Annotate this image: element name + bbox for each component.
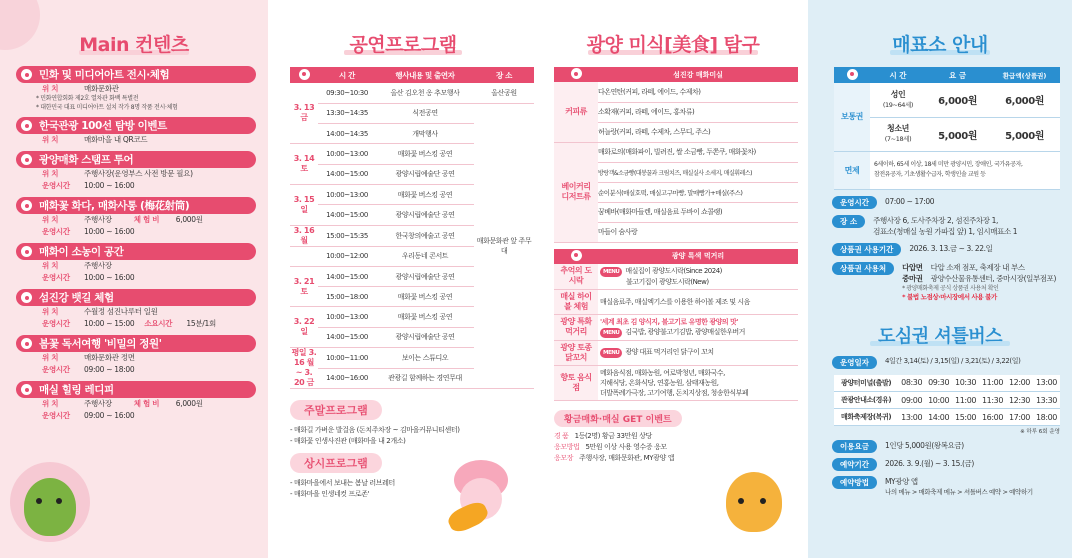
food-row <box>554 289 798 314</box>
cafe-table <box>554 67 798 243</box>
time-cell: 14:00~15:00 <box>318 266 376 286</box>
food-line: 더발폭례가극장, 고기여행, 돈치지상점, 청송한식부페 <box>600 388 749 397</box>
bus-time: 13:30 <box>1033 392 1060 409</box>
bus-info-row <box>832 476 1072 498</box>
fee-table <box>834 67 1060 190</box>
food-detail <box>598 340 798 365</box>
event-row: 경 품 1등(2명) 황금 33만원 상당 <box>554 431 652 440</box>
section-note: * 대한민국 대표 미디어아트 설치 작가 8명 작품 전시·체험 <box>36 103 178 111</box>
section-row: 운영시간 10:00 ~ 16:00 <box>42 273 135 282</box>
time-cell: 13:30~14:35 <box>318 103 376 123</box>
usage-item: 다압면 다압 소재 점포, 축제장 내 부스 <box>902 262 1025 272</box>
shuttle-title: 도심권 셔틀버스 <box>878 325 1002 347</box>
bus-period: 4일간 3,14(토) / 3,15(일) / 3,21(토) / 3,22(일) <box>884 356 1021 365</box>
food-row <box>554 314 798 340</box>
date-cell: 3. 15 일 <box>290 184 318 225</box>
youth-fee: 5,000원 <box>926 117 989 151</box>
bus-time: 15:00 <box>952 409 979 426</box>
section-title: 한국관광 100선 탐방 이벤트 <box>16 117 256 134</box>
header-date <box>290 67 318 83</box>
event-cell: 매화꽃 버스킹 공연 <box>376 184 474 204</box>
section-row: 운영시간 10:00 ~ 15:00 소요시간 15분/1회 <box>42 319 216 328</box>
event-cell: 식전공연 <box>376 103 474 123</box>
bakery-item: 마들이 숨사랑 <box>598 222 798 242</box>
bus-time: 11:00 <box>952 392 979 409</box>
local-food-header: 광양 특색 먹거리 <box>598 249 798 264</box>
event-cell: 개막행사 <box>376 124 474 144</box>
bus-time: 09:30 <box>925 375 952 392</box>
flower-cell <box>834 67 870 83</box>
header-time: 시 간 <box>870 67 926 83</box>
content-section <box>16 66 256 112</box>
bus-time: 17:00 <box>1006 409 1033 426</box>
event-cell: 광양시립예술단 공연 <box>376 266 474 286</box>
bakery-item: 방랑객&소금빵(대봉꿀과 크림치즈, 매실실사 소세지, 매실휘레스) <box>598 162 798 182</box>
bus-info-label: 예약방법 <box>832 476 877 489</box>
date-cell: 3. 13 금 <box>290 83 318 144</box>
food-line: MENU 광양 대표 먹거리인 닭구이 꼬치 <box>600 347 796 358</box>
bus-info-label: 예약기간 <box>832 458 877 471</box>
section-row: 운영시간 10:00 ~ 16:00 <box>42 181 135 190</box>
section-row: 운영시간 09:00 ~ 16:00 <box>42 411 135 420</box>
food-category: 향토 음식점 <box>554 365 598 400</box>
bus-time: 11:30 <box>979 392 1006 409</box>
time-cell: 15:00~15:35 <box>318 225 376 246</box>
time-cell: 14:00~15:00 <box>318 164 376 184</box>
bus-stop: 매화축제장(복귀) <box>834 409 898 426</box>
content-section <box>16 289 256 330</box>
performance-program-panel <box>268 0 538 558</box>
food-row <box>554 365 798 400</box>
ticket-office-panel <box>808 0 1072 558</box>
time-cell: 15:00~18:00 <box>318 287 376 307</box>
performance-table <box>290 67 534 389</box>
green-mascot <box>10 462 90 542</box>
bus-time: 13:00 <box>1033 375 1060 392</box>
info-row <box>832 215 1072 237</box>
bus-info-row <box>832 458 1072 471</box>
cafe-category: 커피류 <box>554 82 598 142</box>
usage-item: 중마권 광양수산물유통센터, 중마시장(일부점포) <box>902 273 1057 283</box>
ticket-title: 매표소 안내 <box>892 34 988 56</box>
header-event: 행사내용 및 출연자 <box>376 67 474 83</box>
regular-item: - 매화마을에서 보내는 봄날 러브레터 <box>290 479 395 488</box>
free-text: 6세이하, 65세 이상, 18세 미만 광양시민, 장애인, 국가유공자, 참전유공자, 기초생활수급자, 학생인솔 교원 등 <box>870 151 1060 189</box>
info-label: 상품권 사용기간 <box>832 243 901 256</box>
bus-info-label: 이용요금 <box>832 440 877 453</box>
section-row: 운영시간 10:00 ~ 16:00 <box>42 227 135 236</box>
food-detail <box>598 365 798 400</box>
regular-item: - 매화마을 인생네컷 프로존' <box>290 490 370 499</box>
food-line: 메화음식점, 매화농원, 여로박청년, 매화국수, <box>600 368 725 377</box>
section-note: * 민화연합회화 제2호 열차관 화백 특별전 <box>36 95 139 102</box>
section-title: 매화이 소농이 공간 <box>16 243 256 260</box>
section-row: 위 치 매화마을 내 QR코드 <box>42 135 148 144</box>
section-row: 운영시간 09:00 ~ 18:00 <box>42 365 135 374</box>
content-section <box>16 335 256 376</box>
cafe-item: 허늘랑(커피, 라떼, 수제차, 스무디, 주스) <box>598 122 798 142</box>
youth-age: (7~18세) <box>884 135 912 143</box>
info-value: 주행사장 6, 도사주차장 2, 섬진주차장 1, 검표소(청매실 농원 가파집 앞) 1, 임시매표소 1 <box>873 215 1018 236</box>
event-cell: 매화꽃 버스킹 공연 <box>376 307 474 327</box>
cafe-item: 소확재(커피, 라떼, 에이드, 홍차류) <box>598 102 798 122</box>
time-cell: 09:30~10:30 <box>318 83 376 103</box>
time-cell: 10:00~11:00 <box>318 348 376 369</box>
flower-icon <box>21 338 32 349</box>
bus-row <box>834 409 1060 426</box>
performance-row <box>290 103 534 123</box>
food-line: 지해식당, 온화식당, 연홍농원, 삼태재농원, <box>600 378 719 387</box>
time-cell: 10:00~13:00 <box>318 184 376 204</box>
time-cell: 14:00~15:00 <box>318 205 376 225</box>
section-row: 위 치 매화문화관 <box>42 84 119 93</box>
bus-info-value: 2026. 3. 9.(월) ~ 3. 15.(금) <box>884 459 974 468</box>
date-cell: 3. 16 월 <box>290 225 318 246</box>
section-title: 섬진강 뱃길 체험 <box>16 289 256 306</box>
section-title: 민화 및 미디어아트 전시·체험 <box>16 66 256 83</box>
event-row: 응모방법 5만원 이상 사용 영수증 응모 <box>554 442 667 451</box>
event-cell: 광양시립예술단 공연 <box>376 327 474 347</box>
bus-stop: 관광안내소(경유) <box>834 392 898 409</box>
event-cell: 우리동네 콘서트 <box>376 246 474 266</box>
weekend-item: - 매화꽃 인생사진관 (매화마을 내 2개소) <box>290 437 406 446</box>
food-line: MENU 매실집이 광양도시락(Since 2024) <box>600 266 796 277</box>
youth-refund: 5,000원 <box>989 117 1060 151</box>
local-food-table <box>554 249 798 401</box>
bus-period-label: 운영일자 <box>832 356 877 369</box>
bus-timetable <box>834 375 1060 427</box>
youth-cell <box>870 117 926 151</box>
section-row: 위 치 주행사장(운영부스 사전 방문 필요) <box>42 169 193 178</box>
bus-time: 16:00 <box>979 409 1006 426</box>
time-cell: 10:00~12:00 <box>318 246 376 266</box>
date-cell: 3. 21 토 <box>290 266 318 307</box>
regular-ticket-label: 보통권 <box>834 83 870 151</box>
section-title: 매화꽃 화다, 매화사통 (梅花射筒) <box>16 197 256 214</box>
time-cell: 14:00~15:00 <box>318 327 376 347</box>
flower-cell <box>554 249 598 264</box>
menu-badge: MENU <box>600 328 622 338</box>
event-cell: 매화꽃 버스킹 공연 <box>376 287 474 307</box>
regular-program-title: 상시프로그램 <box>290 453 382 473</box>
info-row <box>832 196 1072 209</box>
flower-icon <box>21 200 32 211</box>
weekend-item: - 매화길 가벼운 발걸음 (돈치주차장 ~ 김마을커뮤니티센터) <box>290 426 460 435</box>
event-cell: 광양시립예술단 공연 <box>376 164 474 184</box>
yellow-mascot <box>716 462 790 540</box>
section-title: 매실 힐링 레디피 <box>16 381 256 398</box>
section-row: 위 치 매화문화관 정면 <box>42 353 135 362</box>
bus-time: 09:00 <box>898 392 925 409</box>
section-row: 위 치 주행사장 <box>42 261 112 270</box>
info-row <box>832 243 1072 256</box>
food-detail <box>598 289 798 314</box>
adult-age: (19~64세) <box>882 100 914 109</box>
event-cell: 매화꽃 버스킹 공연 <box>376 144 474 164</box>
bakery-item: 꿈베바(매화마들렌, 매실음료 두바이 쇼콜랭) <box>598 202 798 222</box>
adult-refund: 6,000원 <box>989 83 1060 117</box>
flower-icon <box>21 292 32 303</box>
food-detail <box>598 314 798 340</box>
flower-icon <box>21 384 32 395</box>
food-category: 광양 특화 먹거리 <box>554 314 598 340</box>
bakery-category: 베이커리 디저트류 <box>554 142 598 242</box>
youth-label: 청소년 <box>887 124 909 133</box>
content-section <box>16 151 256 192</box>
food-line: 불고기집이 광양도시락(New) <box>626 277 709 286</box>
food-detail <box>598 264 798 290</box>
free-label: 면제 <box>834 151 870 189</box>
main-contents-panel <box>0 0 268 558</box>
date-cell <box>290 246 318 266</box>
flower-cell <box>554 67 598 82</box>
adult-fee: 6,000원 <box>926 83 989 117</box>
bus-info-value: 1인당 5,000원(왕복요금) <box>884 441 964 450</box>
adult-label: 성인 <box>890 89 906 99</box>
adult-cell <box>870 83 926 117</box>
bus-row <box>834 375 1060 392</box>
header-fee: 요 금 <box>926 67 989 83</box>
guitar-mascot <box>446 460 516 540</box>
place-cell: 올산공원 <box>474 83 534 103</box>
bus-stop: 광양터미널(출발) <box>834 375 898 392</box>
usage-note: * 광양매화축제 공식 상품권 사용처 확인 <box>902 284 999 292</box>
event-cell: 보이는 스튜디오 <box>376 348 474 369</box>
bus-time: 11:00 <box>979 375 1006 392</box>
section-title: 광양매화 스탬프 투어 <box>16 151 256 168</box>
flower-icon <box>21 120 32 131</box>
time-cell: 14:00~14:35 <box>318 124 376 144</box>
section-row: 위 치 주행사장 체 험 비 6,000원 <box>42 215 203 224</box>
time-cell: 10:00~13:00 <box>318 144 376 164</box>
bus-info-row <box>832 440 1072 453</box>
food-line: MENU 김국밥, 광양불고기김밥, 광양매실한우버거 <box>600 327 796 338</box>
food-category: 광양 토종닭꼬치 <box>554 340 598 365</box>
bus-time: 10:00 <box>925 392 952 409</box>
main-contents-title: Main 컨텐츠 <box>79 34 189 56</box>
flower-icon <box>21 69 32 80</box>
food-category: 매실 하이볼 체험 <box>554 289 598 314</box>
bus-time: 08:30 <box>898 375 925 392</box>
bus-row <box>834 392 1060 409</box>
header-place: 장 소 <box>474 67 534 83</box>
date-cell: 3. 22 일 <box>290 307 318 348</box>
bus-time: 13:00 <box>898 409 925 426</box>
info-value: 07:00 ~ 17:00 <box>884 196 935 206</box>
gourmet-panel <box>538 0 808 558</box>
bus-period-row <box>832 356 1072 369</box>
food-category: 추억의 도시락 <box>554 264 598 290</box>
place-cell: 매화문화관 앞 주무대 <box>474 103 534 388</box>
bakery-item: 순이분식(매실호떡, 매실고구마빵, 말매빵가+매실(주스) <box>598 182 798 202</box>
food-row <box>554 340 798 365</box>
menu-badge: MENU <box>600 267 622 277</box>
content-section <box>16 243 256 284</box>
section-title: 봄꽃 독서여행 '비밀의 정원' <box>16 335 256 352</box>
cafe-header: 섬진강 매화미실 <box>598 67 798 82</box>
date-cell: 평일 3. 16 월 ~ 3. 20 금 <box>291 348 317 388</box>
food-quote: '세계 최초 김 양식지, 불고기로 유명한 광양의 맛' <box>600 317 738 326</box>
flower-icon <box>21 246 32 257</box>
bus-time: 14:00 <box>925 409 952 426</box>
bus-time: 12:30 <box>1006 392 1033 409</box>
section-row: 위 치 수월정 섬진나루터 일원 <box>42 307 158 316</box>
bus-time: 12:00 <box>1006 375 1033 392</box>
menu-badge: MENU <box>600 348 622 358</box>
flower-icon <box>21 154 32 165</box>
section-row: 위 치 주행사장 체 험 비 6,000원 <box>42 399 203 408</box>
gourmet-title: 광양 미식[美食] 탐구 <box>586 34 760 56</box>
weekend-program-title: 주말프로그램 <box>290 400 382 420</box>
bus-time: 18:00 <box>1033 409 1060 426</box>
performance-row <box>290 83 534 103</box>
usage-row <box>832 262 1072 302</box>
bus-note: ※ 하루 6회 운영 <box>1020 429 1060 435</box>
event-cell: 한국창의예술고 공연 <box>376 225 474 246</box>
info-label: 장 소 <box>832 215 865 228</box>
event-cell: 올산 김오천 옹 추모행사 <box>376 83 474 103</box>
bus-info-value: MY광양 앱 나의 메뉴 > 매화축제 메뉴 > 셔틀버스 예약 > 예약하기 <box>884 477 1033 496</box>
info-label: 운영시간 <box>832 196 877 209</box>
bus-time: 10:30 <box>952 375 979 392</box>
food-line: 매실음료주, 매실엑기스를 이용한 하이볼 제조 및 시음 <box>600 297 750 306</box>
content-section <box>16 381 256 422</box>
bakery-item: 매화로의(매화파이, 빌려진, 쌀 소금빵, 두쫀쿠, 매화꽃차) <box>598 142 798 162</box>
info-value: 2026. 3. 13.금 ~ 3. 22.일 <box>909 243 993 253</box>
content-section <box>16 117 256 146</box>
event-cell: 관광길 함께하는 경연무대 <box>376 368 474 389</box>
food-row <box>554 264 798 290</box>
content-section <box>16 197 256 238</box>
time-cell: 10:00~13:00 <box>318 307 376 327</box>
date-cell: 3. 14 토 <box>290 144 318 185</box>
event-title: 황금매화·매실 GET 이벤트 <box>554 410 682 427</box>
cafe-item: 다온연탄(커피, 라떼, 에이드, 수제차) <box>598 82 798 102</box>
usage-label: 상품권 사용처 <box>832 262 894 275</box>
time-cell: 14:00~16:00 <box>318 368 376 389</box>
header-time: 시 간 <box>318 67 376 83</box>
event-row: 응모장 주행사장, 매화문화관, MY광양 앱 <box>554 453 675 462</box>
usage-warning: * 불법 노점상·마시장에서 사용 불가 <box>902 292 997 301</box>
header-refund: 환급액(상품권) <box>989 67 1060 83</box>
performance-title: 공연프로그램 <box>349 34 457 56</box>
event-cell: 광양시립예술단 공연 <box>376 205 474 225</box>
